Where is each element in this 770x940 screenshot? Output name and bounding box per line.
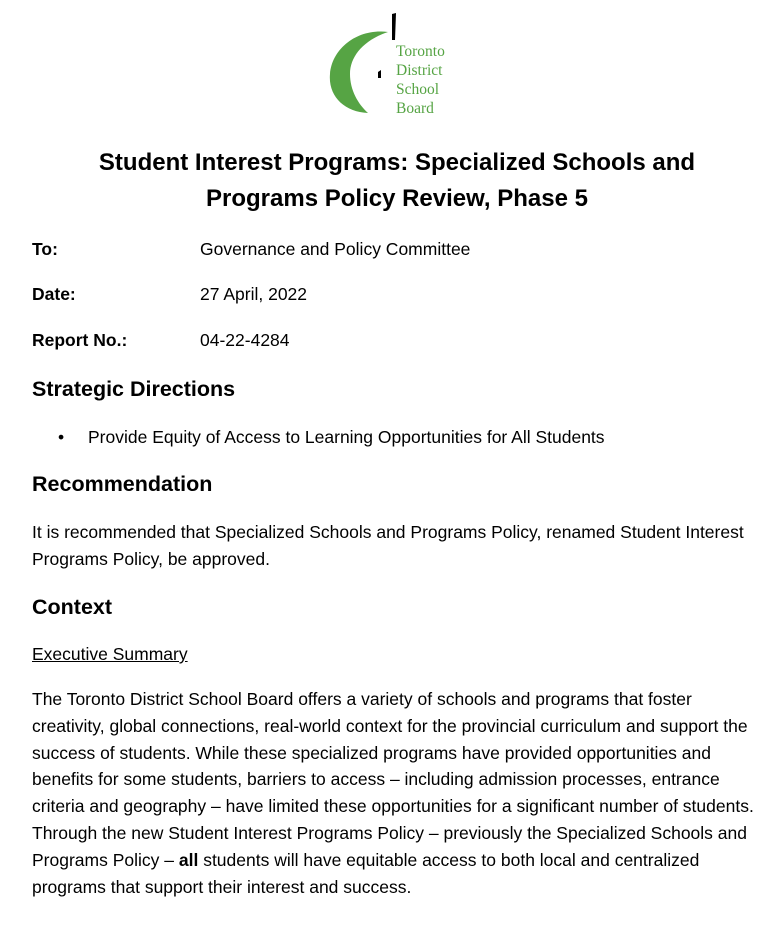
to-label: To: [32, 239, 58, 259]
title-line-2: Programs Policy Review, Phase 5 [206, 185, 588, 212]
logo-line: School [396, 81, 440, 98]
logo-wordmark [396, 42, 445, 118]
recommendation-heading: Recommendation [32, 472, 213, 496]
title-line-1: Student Interest Programs: Specialized Schools and [98, 149, 696, 176]
page-title [40, 145, 754, 217]
date-label: Date: [32, 284, 76, 304]
to-value: Governance and Policy Committee [200, 239, 471, 259]
logo-line: District [396, 62, 443, 79]
bullet-icon: • [58, 427, 65, 447]
paragraph-bold-all: all [178, 849, 199, 870]
logo-line: Board [396, 100, 434, 117]
paragraph-text-start: The Toronto District School Board offers a variety of schools and programs that foster creativity, global connections, real-world context for the provincial curriculum and support the success of students. While these specialized programs have provided opportunities and benefits for some students, barriers to access – including admission processes, entrance criteria and geography – have limited these opportunities for a significant number of students. Through the new Student Interest Programs Policy – previously the Specialized Schools and Programs Policy – [32, 689, 754, 870]
strategic-item: Provide Equity of Access to Learning Opportunities for All Students [88, 427, 605, 447]
report-label: Report No.: [32, 330, 128, 350]
recommendation-text: It is recommended that Specialized Schools and Programs Policy, renamed Student Interest Programs Policy, be approved. [32, 522, 744, 569]
logo-line: Toronto [396, 43, 445, 60]
date-value: 27 April, 2022 [200, 284, 308, 304]
executive-summary-paragraph [32, 686, 754, 900]
report-value: 04-22-4284 [200, 330, 290, 350]
tdsb-logo [326, 12, 476, 118]
paragraph-text-end: students will have equitable access to both local and centralized programs that support their interest and success. [32, 849, 700, 897]
strategic-heading: Strategic Directions [32, 377, 236, 401]
context-heading: Context [32, 595, 113, 619]
executive-summary-subheading: Executive Summary [32, 644, 188, 664]
